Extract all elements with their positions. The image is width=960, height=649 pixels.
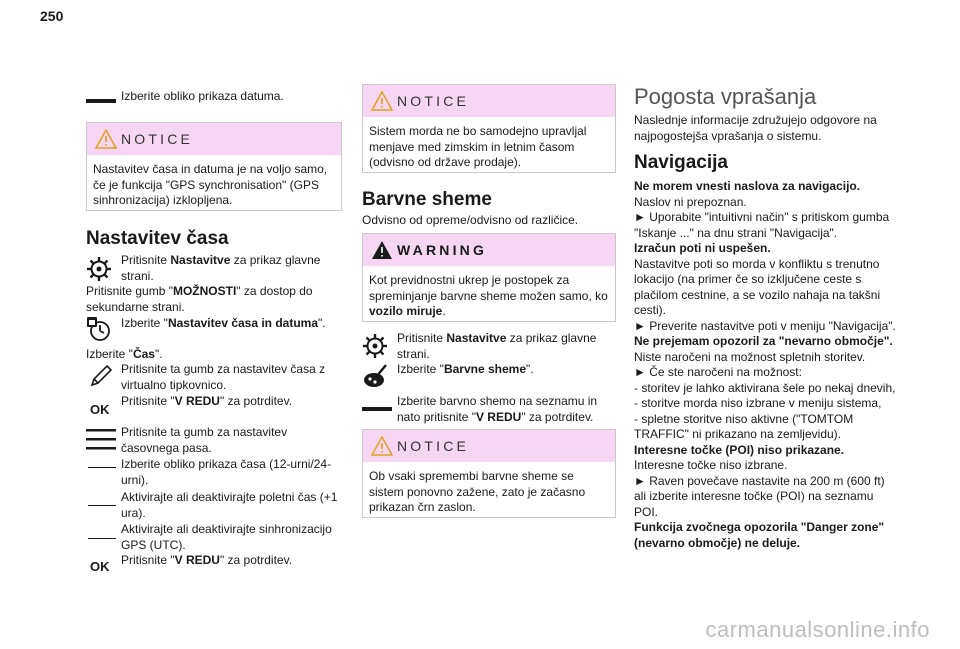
- warning-filled-icon: [371, 240, 393, 260]
- step-confirm-ok-2: Pritisnite "V REDU" za potrditev.: [121, 553, 293, 567]
- step-date-format: Izberite obliko prikaza datuma.: [121, 89, 284, 103]
- faq-answer: - spletne storitve niso aktivne ("TOMTOM TRAFFIC" ni prikazano na zemljevidu).: [634, 411, 854, 441]
- list-marker: [88, 467, 116, 468]
- palette-brush-icon: [362, 363, 388, 389]
- warning-triangle-icon: [95, 129, 117, 149]
- step-select-time: Izberite "Čas".: [86, 347, 163, 361]
- step-press-settings-2: Pritisnite Nastavitve za prikaz glavne strani.: [397, 331, 597, 361]
- faq-question: Ne prejemam opozoril za "nevarno območje".: [634, 334, 893, 348]
- faq-answer: Naslov ni prepoznan.: [634, 194, 747, 209]
- section-heading-navigation: Navigacija: [634, 152, 728, 173]
- notice-title: NOTICE: [397, 438, 470, 454]
- faq-list: [634, 179, 899, 551]
- faq-intro: Naslednje informacije združujejo odgovore na najpogostejša vprašanja o sistemu.: [634, 113, 877, 143]
- notice-body: Ob vsaki spremembi barvne sheme se sistem ponovno zažene, zato je začasno prikazan črn zaslon.: [369, 469, 586, 514]
- step-press-settings: Pritisnite Nastavitve za prikaz glavne strani.: [121, 253, 321, 283]
- slider-line-icon: [362, 406, 392, 412]
- list-marker: [88, 538, 116, 539]
- color-schemes-intro: Odvisno od opreme/odvisno od različice.: [362, 213, 579, 227]
- notice-title: NOTICE: [121, 131, 194, 147]
- notice-header: [363, 85, 615, 117]
- faq-answer: Niste naročeni na možnost spletnih storitev.: [634, 349, 866, 364]
- pencil-icon: [88, 363, 114, 389]
- notice-box-restart: [362, 429, 616, 518]
- ok-label: OK: [90, 559, 110, 574]
- faq-question: Ne morem vnesti naslova za navigacijo.: [634, 179, 861, 193]
- gear-icon: [86, 256, 112, 282]
- clock-calendar-icon: [86, 316, 112, 342]
- page-number: 250: [40, 8, 64, 24]
- step-gps-sync: Aktivirajte ali deaktivirajte sinhronizacijo GPS (UTC).: [121, 522, 332, 552]
- faq-answer: Interesne točke niso izbrane.: [634, 458, 788, 472]
- step-time-format: Izberite obliko prikaza časa (12-urni/24-urni).: [121, 457, 332, 487]
- section-heading-color-schemes: Barvne sheme: [362, 189, 492, 210]
- section-heading-time: Nastavitev časa: [86, 228, 229, 249]
- faq-question: Izračun poti ni uspešen.: [634, 241, 771, 255]
- step-choose-scheme: Izberite barvno shemo na seznamu in nato pritisnite "V REDU" za potrditev.: [397, 394, 598, 424]
- faq-answer: - storitve morda niso izbrane v meniju sistema,: [634, 396, 882, 410]
- watermark: carmanualsonline.info: [705, 617, 930, 642]
- faq-question: Funkcija zvočnega opozorila "Danger zone" (nevarno območje) ne deluje.: [634, 520, 885, 550]
- notice-box-seasonal: [362, 84, 616, 173]
- warning-header: [363, 234, 615, 266]
- warning-triangle-icon: [371, 91, 393, 111]
- step-press-options: Pritisnite gumb "MOŽNOSTI" za dostop do sekundarne strani.: [86, 284, 313, 314]
- notice-header: [87, 123, 341, 155]
- notice-title: NOTICE: [397, 93, 470, 109]
- warning-triangle-icon: [371, 436, 393, 456]
- warning-title: WARNING: [397, 242, 488, 258]
- faq-answer: ► Uporabite "intuitivni način" s pritiskom gumba "Iskanje ..." na dnu strani "Navigacija".: [634, 210, 890, 240]
- step-virtual-keyboard: Pritisnite ta gumb za nastavitev časa z virtualno tipkovnico.: [121, 362, 326, 392]
- faq-answer: - storitev je lahko aktivirana šele po nekaj dnevih,: [634, 380, 896, 395]
- list-marker: [88, 505, 116, 506]
- step-select-color-schemes: Izberite "Barvne sheme".: [397, 362, 534, 376]
- warning-body: Kot previdnostni ukrep je postopek za spreminjanje barvne sheme možen samo, ko vozilo miruje.: [369, 273, 608, 318]
- ok-label: OK: [90, 402, 110, 417]
- faq-answer: ► Preverite nastavitve poti v meniju "Navigacija".: [634, 318, 896, 333]
- menu-list-icon: [86, 427, 116, 451]
- faq-question: Interesne točke (POI) niso prikazane.: [634, 442, 845, 457]
- gear-icon: [362, 333, 388, 359]
- notice-box-time: [86, 122, 342, 211]
- step-timezone: Pritisnite ta gumb za nastavitev časovnega pasa.: [121, 425, 288, 455]
- faq-answer: ► Raven povečave nastavite na 200 m (600 ft) ali izberite interesne točke (POI) na seznamu POI.: [634, 473, 885, 519]
- notice-body: Sistem morda ne bo samodejno upravljal menjave med zimskim in letnim časom (odvisno od države prodaje).: [369, 124, 587, 169]
- step-confirm-ok: Pritisnite "V REDU" za potrditev.: [121, 394, 293, 408]
- step-summer-time: Aktivirajte ali deaktivirajte poletni čas (+1 ura).: [121, 490, 338, 520]
- faq-answer: Nastavitve poti so morda v konfliktu s trenutno lokacijo (na primer če so izključene ceste s plačilom cestnine, a se vozilo nahaja na takšni cesti).: [634, 256, 881, 317]
- faq-title: Pogosta vprašanja: [634, 84, 817, 109]
- slider-line-icon: [86, 98, 116, 104]
- warning-box: [362, 233, 616, 322]
- notice-header: [363, 430, 615, 462]
- faq-answer: ► Če ste naročeni na možnost:: [634, 365, 802, 379]
- step-select-time-date: Izberite "Nastavitev časa in datuma".: [121, 316, 326, 330]
- notice-body: Nastavitev časa in datuma je na voljo samo, če je funkcija "GPS synchronisation" (GPS sinhronizacija) izklopljena.: [93, 162, 328, 207]
